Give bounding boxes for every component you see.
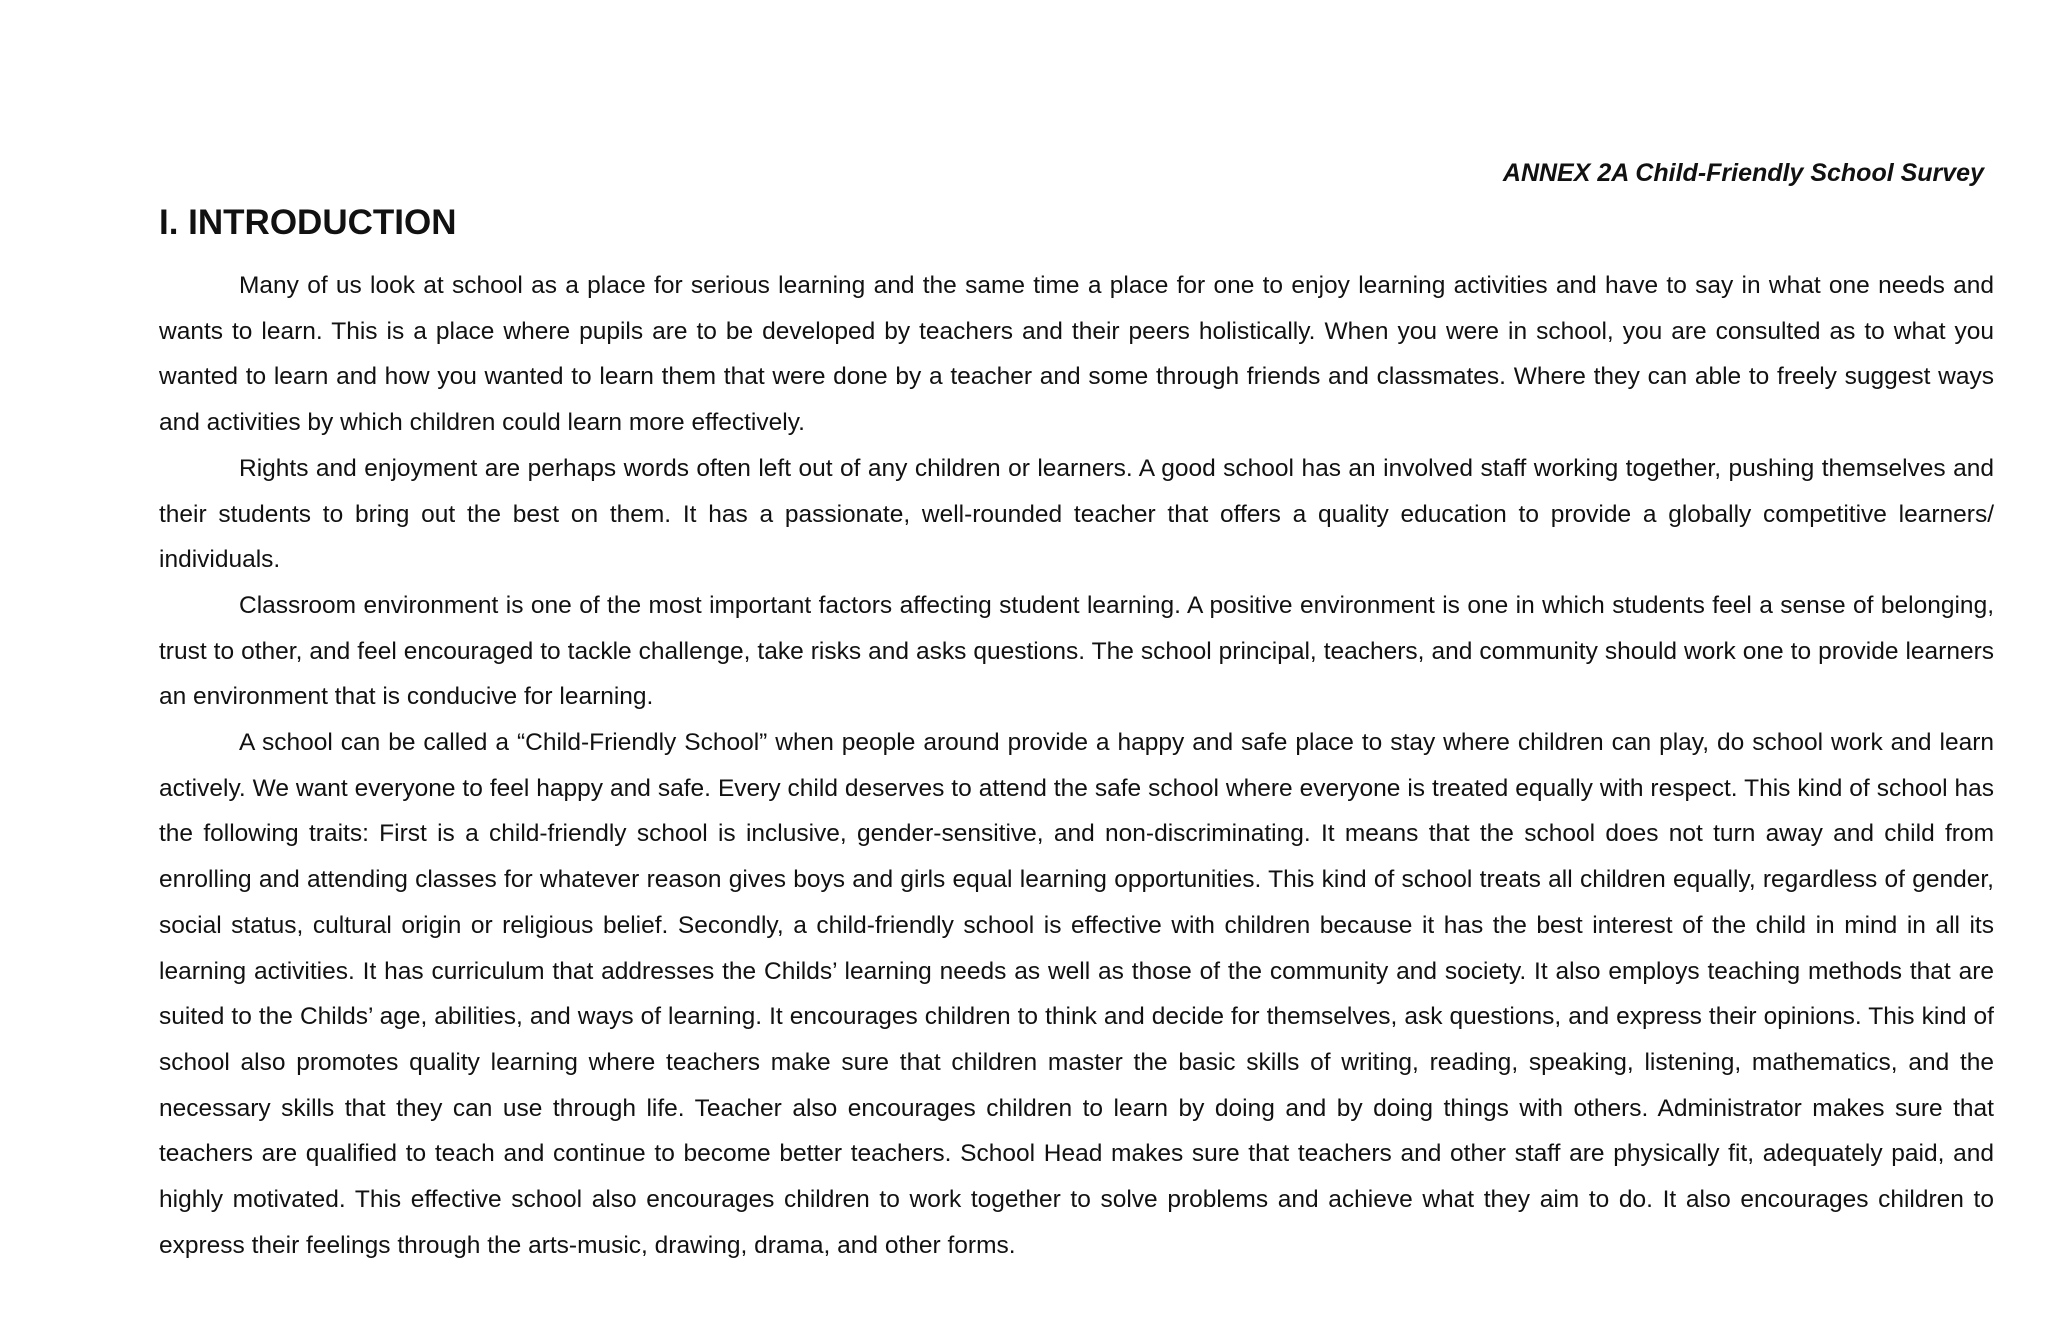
annex-title: ANNEX 2A Child-Friendly School Survey — [1502, 159, 1984, 187]
paragraph: Rights and enjoyment are perhaps words often left out of any children or learners. A good school has an involved staff working together, pushing themselves and their students to bring out the best on them. It has a passionate, well-rounded teacher that offers a quality education to provide a globally competitive learners/ individuals. — [159, 454, 1994, 574]
paragraph: A school can be called a “Child-Friendly School” when people around provide a happy and safe place to stay where children can play, do school work and learn actively. We want everyone to feel happy and safe. Every child deserves to attend the safe school where everyone is treated equally with respect. This kind of school has the following traits: First is a child-friendly school is inclusive, gender-sensitive, and non-discriminating. It means that the school does not turn away and child from enrolling and attending classes for whatever reason gives boys and girls equal learning opportunities. This kind of school treats all children equally, regardless of gender, social status, cultural origin or religious belief. Secondly, a child-friendly school is effective with children because it has the best interest of the child in mind in all its learning activities. It has curriculum that addresses the Childs’ learning needs as well as those of the community and society. It also employs teaching methods that are suited to the Childs’ age, abilities, and ways of learning. It encourages children to think and decide for themselves, ask questions, and express their opinions. This kind of school also promotes quality learning where teachers make sure that children master the basic skills of writing, reading, speaking, listening, mathematics, and the necessary skills that they can use through life. Teacher also encourages children to learn by doing and by doing things with others. Administrator makes sure that teachers are qualified to teach and continue to become better teachers. School Head makes sure that teachers and other staff are physically fit, adequately paid, and highly motivated. This effective school also encourages children to work together to solve problems and achieve what they aim to do. It also encourages children to express their feelings through the arts-music, drawing, drama, and other forms. — [159, 729, 1994, 1259]
section-heading: I. INTRODUCTION — [159, 203, 457, 242]
paragraph: Many of us look at school as a place for serious learning and the same time a place for one to enjoy learning activities and have to say in what one needs and wants to learn. This is a place where pupils are to be developed by teachers and their peers holistically. When you were in school, you are consulted as to what you wanted to learn and how you wanted to learn them that were done by a teacher and some through friends and classmates. Where they can able to freely suggest ways and activities by which children could learn more effectively. — [159, 272, 1994, 437]
paragraph: Classroom environment is one of the most important factors affecting student learning. A positive environment is one in which students feel a sense of belonging, trust to other, and feel encouraged to tackle challenge, take risks and asks questions. The school principal, teachers, and community should work one to provide learners an environment that is conducive for learning. — [159, 591, 1994, 711]
body-text — [159, 263, 1994, 1268]
